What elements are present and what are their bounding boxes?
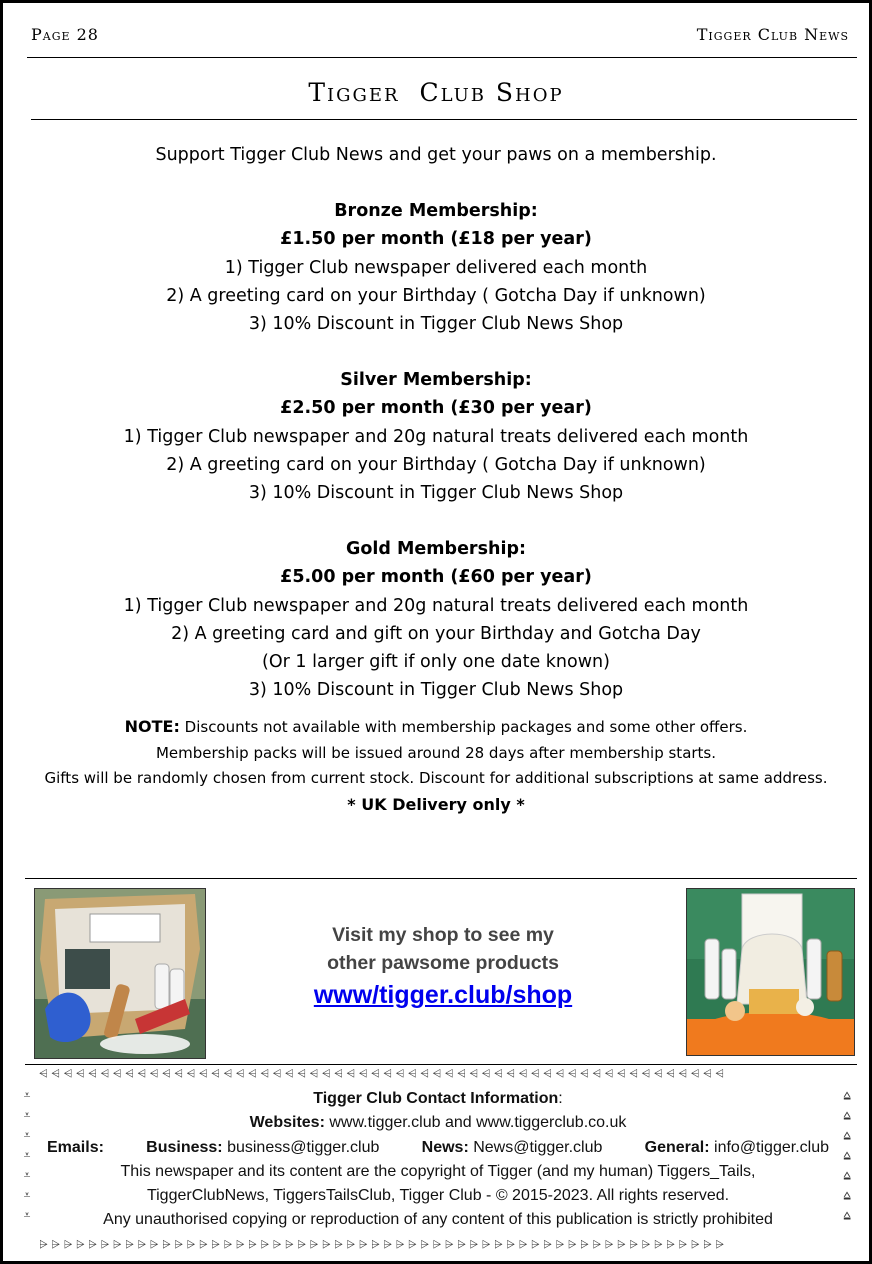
gold-item: 1) Tigger Club newspaper and 20g natural treats delivered each month [123,595,749,616]
paw-track-border-icon: ⩥ ⩥ ⩥ ⩥ ⩥ ⩥ ⩥ ⩥ ⩥ ⩥ ⩥ ⩥ ⩥ ⩥ ⩥ ⩥ ⩥ ⩥ ⩥ ⩥ ⩥ ⩥ ⩥ ⩥ ⩥ ⩥ ⩥ ⩥ ⩥ ⩥ ⩥ ⩥ ⩥ ⩥ ⩥ ⩥ ⩥ ⩥ ⩥ ⩥ ⩥ ⩥ ⩥ ⩥ ⩥ ⩥ ⩥ ⩥ ⩥ ⩥ ⩥ ⩥ ⩥ ⩥ ⩥ ⩥ [39,1238,725,1251]
paw-track-border-icon: ⩡ ⩡ ⩡ ⩡ ⩡ ⩡ ⩡ [23,1088,31,1222]
silver-price: £2.50 per month (£30 per year) [280,398,592,419]
publication-name: Tigger Club News [696,25,849,44]
bronze-item: 3) 10% Discount in Tigger Club News Shop [248,314,624,335]
membership-box-photo [34,888,206,1059]
copyright-line: This newspaper and its content are the copyright of Tigger (and my human) Tiggers_Tails, [120,1162,756,1180]
note-line: Gifts will be randomly chosen from current stock. Discount for additional subscriptions at same address. [44,769,828,788]
title-rule [31,119,857,120]
paw-track-border-icon: ⩠ ⩠ ⩠ ⩠ ⩠ ⩠ ⩠ [843,1088,851,1222]
gold-item: 3) 10% Discount in Tigger Club News Shop [248,680,624,701]
promo-line: Visit my shop to see my [332,924,554,946]
shop-promo [243,921,643,1009]
note-label: NOTE: [124,717,180,737]
general-email[interactable]: info@tigger.club [714,1138,829,1156]
header-rule [27,57,857,58]
gold-membership [23,535,849,704]
bronze-item: 2) A greeting card on your Birthday ( Gotcha Day if unknown) [166,285,706,306]
shop-link[interactable]: www/tigger.club/shop [313,981,573,1009]
news-email[interactable]: News@tigger.club [473,1138,603,1156]
page-header [31,25,849,44]
silver-membership [23,366,849,507]
products-photo [686,888,855,1056]
gold-item: 2) A greeting card and gift on your Birthday and Gotcha Day [171,623,701,644]
note-line: Discounts not available with membership packages and some other offers. [184,718,748,737]
paw-track-border-icon: ⩤ ⩤ ⩤ ⩤ ⩤ ⩤ ⩤ ⩤ ⩤ ⩤ ⩤ ⩤ ⩤ ⩤ ⩤ ⩤ ⩤ ⩤ ⩤ ⩤ ⩤ ⩤ ⩤ ⩤ ⩤ ⩤ ⩤ ⩤ ⩤ ⩤ ⩤ ⩤ ⩤ ⩤ ⩤ ⩤ ⩤ ⩤ ⩤ ⩤ ⩤ ⩤ ⩤ ⩤ ⩤ ⩤ ⩤ ⩤ ⩤ ⩤ ⩤ ⩤ ⩤ ⩤ ⩤ ⩤ [39,1067,725,1080]
products-image [687,889,854,1055]
gold-title: Gold Membership: [346,539,526,560]
business-label: Business: [146,1138,223,1156]
emails-row [43,1136,833,1160]
business-email[interactable]: business@tigger.club [227,1138,380,1156]
bronze-item: 1) Tigger Club newspaper delivered each month [224,257,648,278]
page-title: Tigger Club Shop [308,78,564,107]
membership-box-image [35,889,205,1058]
membership-content [23,141,849,817]
contact-heading: Tigger Club Contact Information [313,1090,559,1107]
emails-label: Emails: [47,1138,104,1156]
contact-info: Tigger Club Contact Information: Websites: www.tigger.club and www.tiggerclub.co.uk Emails: Business: business@tigger.club News: News@tigger.club General: info@tigger.club This newspaper and its content are the copyright of Tigger (and my human) Tiggers_Tails, TiggerClubNews, TiggersTailsClub, Tigger Club - © 2015-2023. All rights reserved. Any unauthorised copying or reproduction of any content of this publication is strictly prohibited [43,1087,833,1233]
silver-item: 3) 10% Discount in Tigger Club News Shop [248,483,624,504]
bronze-membership [23,197,849,338]
intro-text: Support Tigger Club News and get your paws on a membership. [155,145,717,165]
bronze-title: Bronze Membership: [334,201,538,222]
news-label: News: [421,1138,469,1156]
membership-note [23,714,849,817]
gold-price: £5.00 per month (£60 per year) [280,567,592,588]
websites-value[interactable]: www.tigger.club and www.tiggerclub.co.uk [329,1114,627,1132]
copyright-line: TiggerClubNews, TiggersTailsClub, Tigger Club - © 2015-2023. All rights reserved. [146,1187,730,1205]
silver-item: 2) A greeting card on your Birthday ( Gotcha Day if unknown) [166,454,706,475]
section-rule [25,878,857,879]
silver-title: Silver Membership: [340,370,532,391]
bronze-price: £1.50 per month (£18 per year) [280,229,592,250]
note-line: Membership packs will be issued around 28 days after membership starts. [155,743,717,762]
websites-label: Websites: [249,1114,325,1132]
promo-line: other pawsome products [327,952,559,974]
copyright-line: Any unauthorised copying or reproduction of any content of this publication is strictly prohibited [103,1211,773,1229]
page-number: Page 28 [31,25,99,44]
general-label: General: [644,1138,710,1156]
footer-rule [25,1064,857,1065]
silver-item: 1) Tigger Club newspaper and 20g natural treats delivered each month [123,426,749,447]
delivery-note: * UK Delivery only * [347,794,525,814]
gold-item: (Or 1 larger gift if only one date known) [262,652,610,673]
